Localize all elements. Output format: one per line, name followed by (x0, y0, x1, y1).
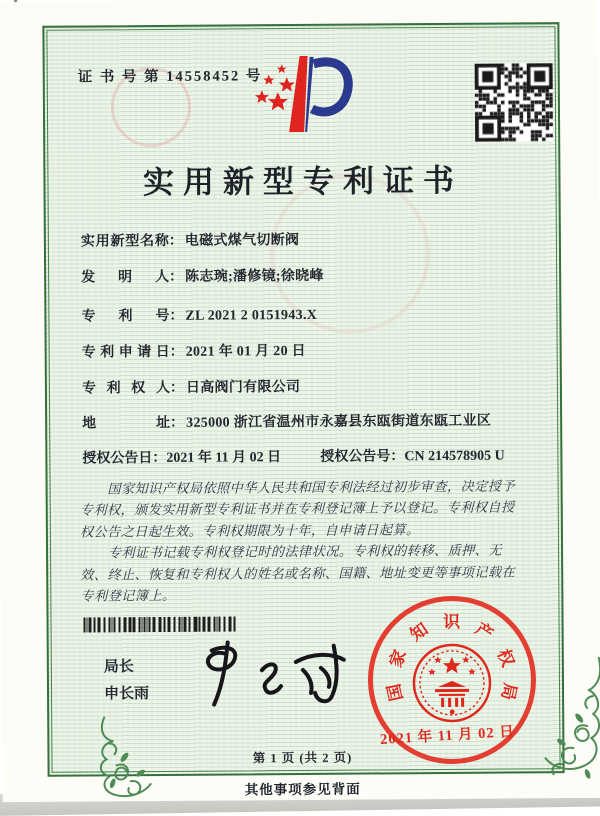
floral-ornament-right-icon (535, 656, 600, 792)
paragraph: 国家知识产权局依照中华人民共和国专利法经过初步审查，决定授予专利权，颁发实用新型专利证书并在专利登记簿上予以登记。专利权自授权公告之日起生效。专利权期限为十年，自申请日起算。 (79, 478, 516, 540)
field-row-grant (82, 444, 532, 467)
field-colon: ： (168, 233, 183, 249)
field-row-inventors (81, 263, 531, 286)
director-signature-icon (184, 636, 355, 712)
field-colon: ： (169, 308, 184, 324)
field-label: 专利权人 (81, 380, 170, 397)
field-row-patentee (82, 374, 532, 397)
director-title: 局长 (103, 659, 134, 676)
field-value: 陈志琬;潘修镜;徐晓峰 (185, 268, 324, 285)
field-value: 325000 浙江省温州市永嘉县东瓯街道东瓯工业区 (186, 413, 492, 431)
field-row-address (82, 409, 532, 432)
field-colon: ： (170, 415, 185, 431)
field-colon: ： (169, 380, 184, 396)
back-note: 其他事项参见背面 (244, 781, 361, 798)
field-row-patent-number (81, 302, 531, 325)
paragraph: 专利证书记载专利权登记时的法律状况。专利权的转移、质押、无效、终止、恢复和专利权人的姓名或名称、国籍、地址变更等事项记载在专利登记簿上。 (80, 542, 516, 604)
certificate-title: 实用新型专利证书 (142, 162, 464, 201)
field-label: 地址 (82, 415, 171, 432)
certificate-number: 证 书 号 第 14558452 号 (77, 68, 263, 86)
cnipa-logo-icon (253, 54, 359, 137)
qr-code (475, 63, 554, 142)
barcode (84, 616, 237, 632)
field-label: 发明人 (81, 269, 170, 286)
field-row-name (81, 227, 531, 250)
field-value: ZL 2021 2 0151943.X (185, 307, 318, 324)
field-label: 专利申请日 (81, 344, 170, 361)
seal-date: 2021 年 11 月 02 日 (379, 723, 516, 748)
page-number: 第 1 页 (共 2 页) (252, 750, 353, 766)
director-name: 申长雨 (103, 686, 150, 703)
field-label: 专利号 (81, 308, 170, 325)
grant-number: 授权公告号：CN 214578905 U (320, 448, 505, 465)
field-colon: ： (169, 269, 184, 285)
legal-text (80, 475, 527, 606)
field-label: 实用新型名称 (80, 233, 169, 250)
field-row-filing-date (82, 338, 532, 361)
grant-date: 授权公告日：2021 年 11 月 02 日 (82, 450, 282, 467)
field-value: 电磁式煤气切断阀 (184, 233, 300, 249)
director-block (104, 654, 149, 708)
field-colon: ： (169, 344, 184, 360)
field-value: 日高阀门有限公司 (185, 379, 301, 396)
field-value: 2021 年 01 月 20 日 (185, 343, 307, 360)
seal-org-text: 国 家 知 识 产 权 局 (384, 612, 520, 703)
